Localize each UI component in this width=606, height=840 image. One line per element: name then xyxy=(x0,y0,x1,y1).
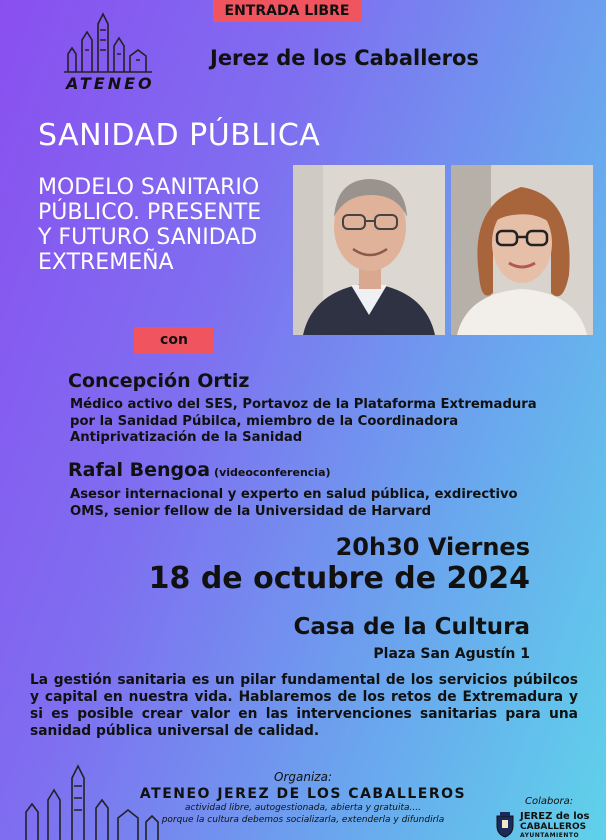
coat-of-arms-icon xyxy=(494,812,516,838)
speaker-name: Concepción Ortiz xyxy=(68,370,250,392)
speaker-description xyxy=(70,487,590,520)
organizer-tagline: actividad libre, autogestionada, abierta y gratuita.... xyxy=(185,803,421,813)
ayuntamiento-line: AYUNTAMIENTO xyxy=(520,832,580,839)
speaker-description-line: por la Sanidad Púbilca, miembro de la Coordinadora xyxy=(70,413,459,429)
speaker-name: Rafal Bengoa xyxy=(68,459,211,481)
ateneo-logo-text: ATENEO xyxy=(66,74,155,93)
subtitle-line: Y FUTURO SANIDAD xyxy=(38,225,258,250)
speaker-name-block xyxy=(68,459,331,481)
event-description: La gestión sanitaria es un pilar fundamental de los servicios púbilcos y capital en nuestra vida. Hablaremos de los retos de Extremadura y si es posible crear valor en las intervenciones sanitarias para una sanidad pública universal de calidad. xyxy=(30,672,578,739)
speaker-description xyxy=(70,397,590,447)
speaker-photo-man xyxy=(293,165,445,335)
organizer-tagline: porque la cultura debemos socializarla, extenderla y difundirla xyxy=(161,815,445,825)
colabora-label: Colabora: xyxy=(525,796,574,807)
subtitle-line: EXTREMEÑA xyxy=(38,250,174,275)
event-subtitle xyxy=(38,175,288,275)
ayuntamiento-line: CABALLEROS xyxy=(520,822,587,832)
town-name: Jerez de los Caballeros xyxy=(210,46,479,70)
speaker-photo-woman xyxy=(451,165,593,335)
con-badge: con xyxy=(134,327,214,354)
entrada-libre-badge: ENTRADA LIBRE xyxy=(213,0,361,22)
subtitle-line: PÚBLICO. PRESENTE xyxy=(38,200,262,225)
event-title: SANIDAD PÚBLICA xyxy=(38,118,321,153)
event-venue: Casa de la Cultura xyxy=(293,614,530,640)
event-date: 18 de octubre de 2024 xyxy=(148,561,530,596)
event-address: Plaza San Agustín 1 xyxy=(373,646,530,662)
speaker-note: (videoconferencia) xyxy=(214,466,331,479)
organiza-label: Organiza: xyxy=(274,770,332,784)
event-time: 20h30 Viernes xyxy=(335,533,530,561)
subtitle-line: MODELO SANITARIO xyxy=(38,175,260,200)
organizer-name: ATENEO JEREZ DE LOS CABALLEROS xyxy=(139,786,467,802)
speaker-description-line: OMS, senior fellow de la Universidad de Harvard xyxy=(70,503,432,519)
speaker-description-line: Asesor internacional y experto en salud pública, exdirectivo xyxy=(70,487,518,502)
speaker-description-line: Antiprivatización de la Sanidad xyxy=(70,430,303,445)
ayuntamiento-line: JEREZ de los xyxy=(520,811,590,822)
speaker-description-line: Médico activo del SES, Portavoz de la Plataforma Extremadura xyxy=(70,397,537,412)
